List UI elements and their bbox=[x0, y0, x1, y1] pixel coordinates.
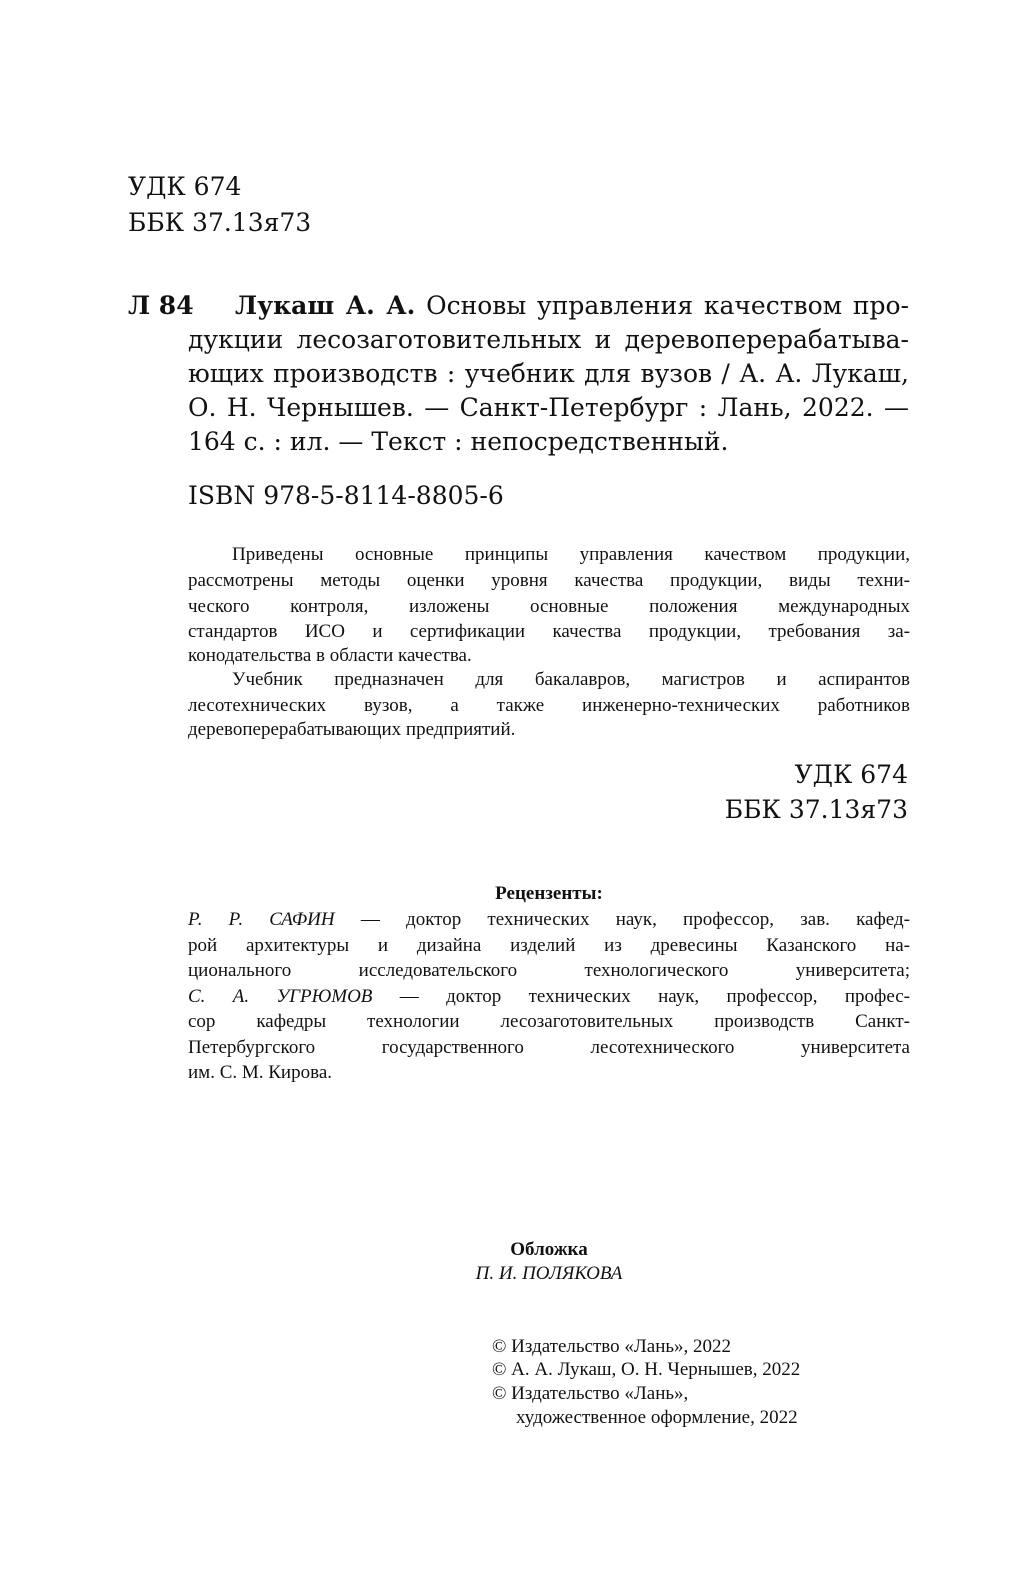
annotation-line-4: стандартов ИСО и сертификации качества продукции, требования за- bbox=[188, 621, 910, 642]
annotation-line-8: деревоперерабатывающих предприятий. bbox=[188, 719, 516, 740]
cover-heading: Обложка bbox=[510, 1239, 588, 1260]
annotation-line-3: ческого контроля, изложены основные положения международных bbox=[188, 596, 910, 617]
annotation-line-1: Приведены основные принципы управления качеством продукции, bbox=[232, 544, 910, 565]
reviewer-1-line-3: ционального исследовательского технологического университета; bbox=[188, 960, 910, 981]
reviewer-1-name: Р. Р. САФИН bbox=[188, 909, 335, 930]
entry-line-2: дукции лесозаготовительных и деревоперерабатыва- bbox=[188, 325, 909, 354]
entry-line-3: ющих производств : учебник для вузов / А. А. Лукаш, bbox=[188, 359, 909, 388]
annotation-line-5: конодательства в области качества. bbox=[188, 645, 472, 666]
reviewers-heading: Рецензенты: bbox=[495, 883, 603, 904]
entry-line-5: 164 с. : ил. — Текст : непосредственный. bbox=[188, 427, 729, 456]
entry-line-4: О. Н. Чернышев. — Санкт-Петербург : Лань, 2022. — bbox=[188, 393, 909, 422]
udk-bottom: УДК 674 bbox=[794, 760, 908, 789]
entry-title-start: Основы управления качеством про- bbox=[426, 291, 909, 320]
bbk-top: ББК 37.13я73 bbox=[128, 208, 312, 237]
reviewer-2-name: С. А. УГРЮМОВ bbox=[188, 986, 373, 1007]
author-code: Л 84 bbox=[128, 291, 194, 320]
isbn: ISBN 978-5-8114-8805-6 bbox=[188, 481, 504, 510]
udk-top: УДК 674 bbox=[128, 172, 242, 201]
cover-designer: П. И. ПОЛЯКОВА bbox=[475, 1263, 623, 1284]
annotation-line-7: лесотехнических вузов, а также инженерно-технических работников bbox=[188, 695, 910, 716]
copyright-1: © Издательство «Лань», 2022 bbox=[492, 1336, 732, 1357]
reviewer-1-line-1 bbox=[188, 910, 910, 929]
reviewer-2-desc: — доктор технических наук, профессор, профес- bbox=[372, 986, 910, 1007]
reviewer-2-line-1 bbox=[188, 987, 910, 1006]
reviewer-1-line-2: рой архитектуры и дизайна изделий из древесины Казанского на- bbox=[188, 935, 910, 956]
annotation-line-6: Учебник предназначен для бакалавров, магистров и аспирантов bbox=[232, 669, 910, 690]
entry-line-1 bbox=[235, 293, 909, 318]
reviewer-1-desc: — доктор технических наук, профессор, зав. кафед- bbox=[334, 909, 910, 930]
copyright-3: © Издательство «Лань», bbox=[492, 1383, 689, 1404]
reviewer-2-line-3: Петербургского государственного лесотехнического университета bbox=[188, 1037, 910, 1058]
reviewer-2-line-4: им. С. М. Кирова. bbox=[188, 1062, 333, 1083]
copyright-2: © А. А. Лукаш, О. Н. Чернышев, 2022 bbox=[492, 1359, 801, 1380]
bbk-bottom: ББК 37.13я73 bbox=[724, 795, 908, 824]
reviewer-2-line-2: сор кафедры технологии лесозаготовительных производств Санкт- bbox=[188, 1011, 910, 1032]
author-name: Лукаш А. А. bbox=[235, 291, 416, 320]
copyright-3-continued: художественное оформление, 2022 bbox=[516, 1407, 798, 1428]
annotation-line-2: рассмотрены методы оценки уровня качества продукции, виды техни- bbox=[188, 570, 910, 591]
